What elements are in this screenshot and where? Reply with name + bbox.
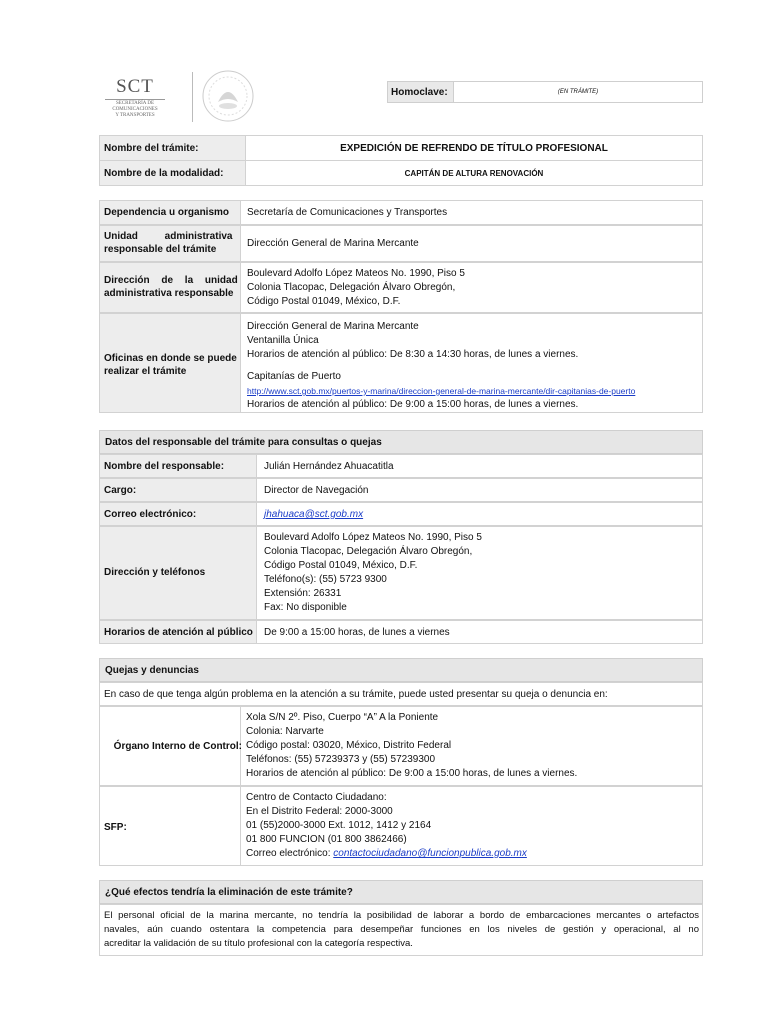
unidad-label-line2: responsable del trámite [104,244,217,255]
responsable-cargo-label: Cargo: [104,485,137,496]
responsable-correo-label: Correo electrónico: [104,509,197,520]
direccion-unidad-label-line1: Dirección de la unidad [104,275,238,286]
quejas-intro: En caso de que tenga algún problema en la atención a su trámite, puede usted presentar su queja o denuncia en: [104,689,608,700]
sfp-label: SFP: [104,822,127,833]
homoclave-value-cell [453,81,703,103]
oic-line: Horarios de atención al público: De 9:00 a 15:00 horas, de lunes a viernes. [246,768,578,779]
responsable-direccion-label: Dirección y teléfonos [104,567,206,578]
oic-line: Colonia: Narvarte [246,726,324,737]
dependencia-value: Secretaría de Comunicaciones y Transportes [247,207,448,218]
address-line: Colonia Tlacopac, Delegación Álvaro Obregón, [247,282,456,293]
quejas-section-title: Quejas y denuncias [99,658,703,682]
responsable-nombre-row [99,454,703,478]
capitanias-title: Capitanías de Puerto [247,371,341,382]
tramite-name-label: Nombre del trámite: [104,143,199,154]
sfp-line: En el Distrito Federal: 2000-3000 [246,806,393,817]
unidad-label-line1: Unidad administrativa [104,231,233,242]
efectos-line: acreditar la validación de su título profesional con la categoría respectiva. [104,938,413,949]
responsable-horario-label: Horarios de atención al público [104,627,253,638]
oficina-line: Dirección General de Marina Mercante [247,321,419,332]
sfp-line: Centro de Contacto Ciudadano: [246,792,387,803]
responsable-cargo-row [99,478,703,502]
sfp-line: 01 800 FUNCION (01 800 3862466) [246,834,407,845]
responsable-dir-line: Colonia Tlacopac, Delegación Álvaro Obregón, [264,546,473,557]
responsable-dir-line: Boulevard Adolfo López Mateos No. 1990, Piso 5 [264,532,482,543]
oic-row [99,706,703,786]
address-line: Código Postal 01049, México, D.F. [247,296,401,307]
homoclave-label: Homoclave: [391,87,448,98]
efectos-row [99,904,703,956]
sct-logo-line1: SECRETARÍA DE [115,101,155,106]
tramite-modalidad-value: CAPITÁN DE ALTURA RENOVACIÓN [404,169,544,178]
responsable-dir-line: Código Postal 01049, México, D.F. [264,560,418,571]
unidad-value: Dirección General de Marina Mercante [247,238,419,249]
responsable-correo-row [99,502,703,526]
responsable-dir-line: Extensión: 26331 [264,588,342,599]
oficinas-label-line1: Oficinas en donde se puede [104,353,237,364]
direccion-unidad-label-line2: administrativa responsable [104,288,234,299]
sct-logo-line2: COMUNICACIONES [112,107,158,112]
unidad-row [99,225,703,262]
homoclave-label-cell [387,81,454,103]
sfp-email-line [246,847,527,861]
responsable-dir-line: Fax: No disponible [264,602,347,613]
responsable-horario-row [99,620,703,644]
sct-logo-line3: Y TRANSPORTES [115,113,155,118]
logo-divider [192,72,193,122]
oficina-line: Horarios de atención al público: De 8:30 a 14:30 horas, de lunes a viernes. [247,349,579,360]
direccion-unidad-row [99,262,703,313]
responsable-cargo-value: Director de Navegación [264,485,369,496]
sfp-row [99,786,703,866]
oic-line: Teléfonos: (55) 57239373 y (55) 57239300 [246,754,436,765]
capitanias-hours: Horarios de atención al público: De 9:00 a 15:00 horas, de lunes a viernes. [247,399,579,410]
responsable-direccion-row [99,526,703,620]
oic-line: Xola S/N 2º. Piso, Cuerpo “A” A la Poniente [246,712,439,723]
tramite-name-value: EXPEDICIÓN DE REFRENDO DE TÍTULO PROFESIONAL [340,143,608,154]
efectos-section-title: ¿Qué efectos tendría la eliminación de este trámite? [99,880,703,904]
sct-logo-acronym: SCT [116,76,154,97]
efectos-line: navales, aún cuando ostentara la competencia para desempeñar funciones en los niveles de gestión y operacional, al no [104,924,699,935]
responsable-section-title: Datos del responsable del trámite para consultas o quejas [99,430,703,454]
sct-logo [105,76,185,122]
tramite-name-row [99,135,703,161]
responsable-horario-value: De 9:00 a 15:00 horas, de lunes a viernes [264,627,450,638]
oficina-line: Ventanilla Única [247,335,319,346]
sfp-email-link[interactable]: contactociudadano@funcionpublica.gob.mx [333,848,527,859]
responsable-nombre-value: Julián Hernández Ahuacatitla [264,461,394,472]
quejas-intro-row [99,682,703,706]
oficinas-label-line2: realizar el trámite [104,366,187,377]
dependencia-row [99,200,703,225]
oficinas-row [99,313,703,413]
oic-line: Código postal: 03020, México, Distrito Federal [246,740,452,751]
address-line: Boulevard Adolfo López Mateos No. 1990, Piso 5 [247,268,465,279]
sfp-email-prefix: Correo electrónico: [246,848,334,859]
homoclave-value: (EN TRÁMITE) [557,89,599,95]
dependencia-label: Dependencia u organismo [104,207,230,218]
responsable-nombre-label: Nombre del responsable: [104,461,225,472]
efectos-line: El personal oficial de la marina mercante, no tendría la posibilidad de laborar a bordo de embarcaciones mercantes o artefactos [104,910,699,921]
responsable-email-link[interactable]: jhahuaca@sct.gob.mx [264,509,364,520]
capitanias-link[interactable]: http://www.sct.gob.mx/puertos-y-marina/direccion-general-de-marina-mercante/dir-capitanias-de-puerto [247,386,636,396]
tramite-modalidad-label: Nombre de la modalidad: [104,168,224,179]
direccion-unidad-lines [247,267,465,309]
tramite-modalidad-row [99,160,703,186]
oic-label: Órgano Interno de Control: [113,741,242,752]
sfp-line: 01 (55)2000-3000 Ext. 1012, 1412 y 2164 [246,820,432,831]
responsable-dir-line: Teléfono(s): (55) 5723 9300 [264,574,387,585]
national-seal-icon [200,68,256,124]
